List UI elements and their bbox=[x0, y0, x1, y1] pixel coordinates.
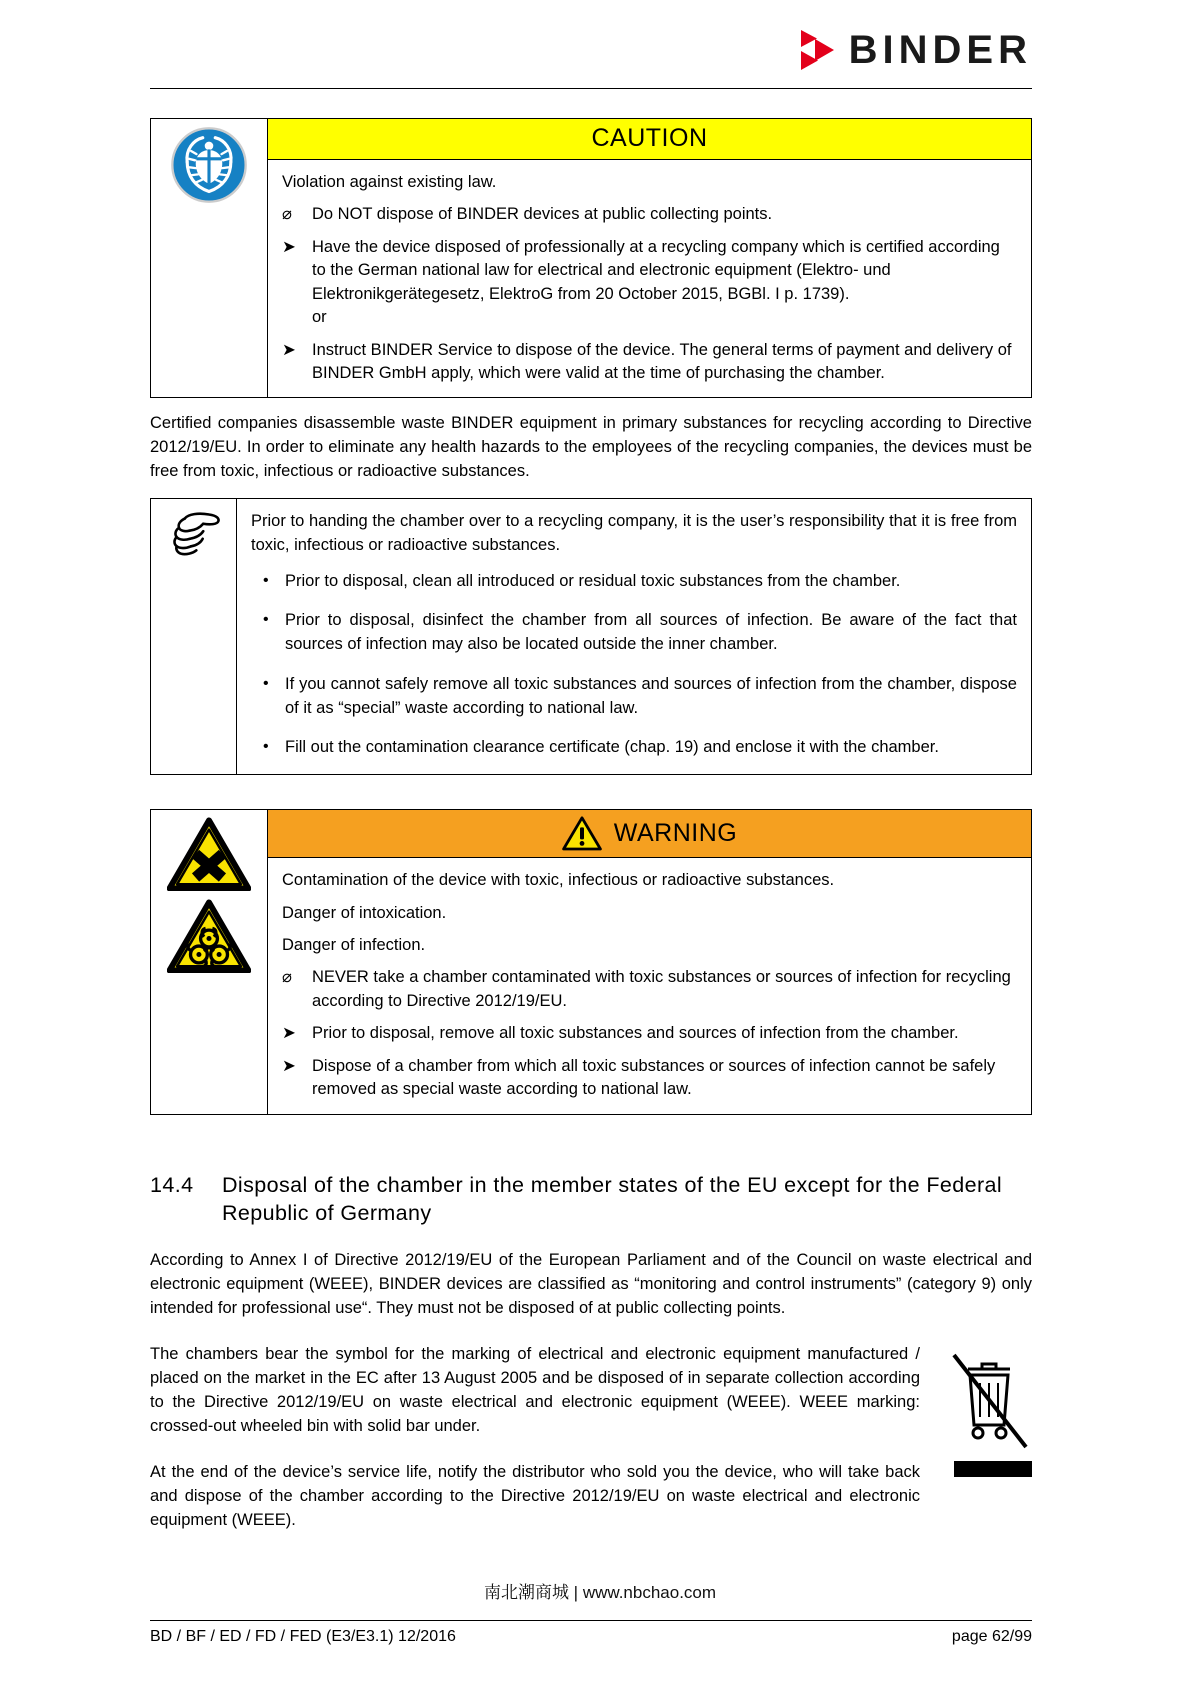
site-watermark: 南北潮商城 | www.nbchao.com bbox=[483, 1583, 717, 1602]
arrow-marker: ➤ bbox=[282, 1056, 296, 1075]
section-number: 14.4 bbox=[150, 1172, 194, 1197]
arrow-marker: ➤ bbox=[282, 237, 296, 256]
caution-icon-cell bbox=[151, 119, 268, 397]
warning-body-cell bbox=[268, 810, 1031, 1113]
caution-list-after bbox=[282, 339, 1017, 386]
prohibition-marker: ⌀ bbox=[282, 205, 292, 224]
page-header bbox=[0, 0, 1200, 92]
warning-text bbox=[268, 858, 1031, 1113]
caution-item bbox=[282, 203, 1017, 226]
page-footer bbox=[150, 1620, 1032, 1646]
certified-companies-paragraph: Certified companies disassemble waste BINDER equipment in primary substances for recycling according to Directive 2012/19/EU. In order to eliminate any health hazards to the employees of the recycling companies, the devices must be free from toxic, infectious or radioactive substances. bbox=[150, 414, 1032, 481]
warning-item bbox=[282, 1055, 1017, 1102]
page-content bbox=[150, 118, 1032, 1532]
header-divider bbox=[150, 88, 1032, 89]
caution-item-text: Instruct BINDER Service to dispose of the device. The general terms of payment and delivery of BINDER GmbH apply, which were valid at the time of purchasing the chamber. bbox=[312, 340, 1012, 382]
paragraph-service-life: At the end of the device’s service life, notify the distributor who sold you the device, who will take back and dispose of the chamber according to the Directive 2012/19/EU on waste electrical and electronic equipment (WEEE). bbox=[150, 1462, 920, 1529]
section-heading bbox=[150, 1171, 1032, 1228]
caution-banner-label: CAUTION bbox=[591, 124, 708, 152]
caution-body-cell bbox=[268, 119, 1031, 397]
caution-intro: Violation against existing law. bbox=[282, 173, 497, 191]
warning-triangle-icon bbox=[562, 815, 602, 851]
paragraph-weee-marking: The chambers bear the symbol for the marking of electrical and electronic equipment manufactured / placed on the market in the EC after 13 August 2005 and be disposed of in separate collection according to the Directive 2012/19/EU on waste electrical and electronic equipment (WEEE). WEEE marking: crossed-out wheeled bin with solid bar under. bbox=[150, 1345, 920, 1435]
environment-protection-icon bbox=[170, 126, 248, 204]
caution-item bbox=[282, 236, 1017, 306]
caution-text bbox=[268, 160, 1031, 397]
warning-item bbox=[282, 966, 1017, 1013]
warning-item-text: Dispose of a chamber from which all toxic substances or sources of infection cannot be safely removed as special waste according to national law. bbox=[312, 1056, 996, 1099]
toxic-harmful-hazard-icon bbox=[167, 817, 251, 891]
caution-list bbox=[282, 203, 1017, 306]
caution-item-text: Do NOT dispose of BINDER devices at public collecting points. bbox=[312, 205, 773, 224]
weee-solid-bar bbox=[954, 1461, 1032, 1477]
binder-wordmark: BINDER bbox=[848, 28, 1032, 72]
note-bullet: • Fill out the contamination clearance certificate (chap. 19) and enclose it with the chamber. bbox=[251, 736, 1017, 760]
arrow-marker: ➤ bbox=[282, 340, 296, 359]
caution-or-label: or bbox=[312, 308, 327, 327]
note-bullet-list bbox=[251, 570, 1017, 761]
biohazard-icon bbox=[167, 899, 251, 973]
warning-banner bbox=[268, 810, 1031, 858]
note-bullet: • If you cannot safely remove all toxic substances and sources of infection from the chamber, dispose of it as “special” waste according to national law. bbox=[251, 673, 1017, 721]
warning-item-text: Prior to disposal, remove all toxic substances and sources of infection from the chamber. bbox=[312, 1024, 959, 1043]
binder-triangles-logo-icon bbox=[801, 28, 835, 72]
caution-box bbox=[150, 118, 1032, 398]
warning-icon-cell bbox=[151, 810, 268, 1113]
note-intro: Prior to handing the chamber over to a recycling company, it is the user’s responsibility that it is free from toxic, infectious or radioactive substances. bbox=[251, 512, 1017, 554]
warning-line: Contamination of the device with toxic, infectious or radioactive substances. bbox=[282, 871, 835, 890]
warning-line: Danger of intoxication. bbox=[282, 903, 447, 922]
caution-item-text: Have the device disposed of professionally at a recycling company which is certified according to the German national law for electrical and electronic equipment (Elektro- und Elektronikgerätegesetz, ElektroG from 20 October 2015, BGBl. I p. 1739). bbox=[312, 237, 1000, 303]
warning-item-text: NEVER take a chamber contaminated with toxic substances or sources of infection for recycling according to Directive 2012/19/EU. bbox=[312, 968, 1011, 1010]
caution-item bbox=[282, 339, 1017, 386]
note-box bbox=[150, 498, 1032, 775]
note-body bbox=[237, 499, 1031, 774]
note-bullet: • Prior to disposal, clean all introduced or residual toxic substances from the chamber. bbox=[251, 570, 1017, 594]
warning-box bbox=[150, 809, 1032, 1114]
section-title: Disposal of the chamber in the member states of the EU except for the Federal Republic of Germany bbox=[222, 1172, 1003, 1225]
weee-section bbox=[150, 1343, 1032, 1532]
warning-line: Danger of infection. bbox=[282, 935, 426, 954]
note-icon-cell bbox=[151, 499, 237, 774]
footer-page-number: page 62/99 bbox=[951, 1628, 1032, 1645]
warning-list bbox=[282, 966, 1017, 1101]
binder-logo bbox=[801, 28, 1032, 72]
pointing-hand-icon bbox=[165, 507, 223, 774]
paragraph-annex-i: According to Annex I of Directive 2012/19/EU of the European Parliament and of the Council on waste electrical and electronic equipment (WEEE), BINDER devices are classified as “monitoring and control instruments” (category 9) only intended for professional use“. They must not be disposed of at public collecting points. bbox=[150, 1251, 1032, 1318]
warning-item bbox=[282, 1022, 1017, 1045]
arrow-marker: ➤ bbox=[282, 1024, 296, 1043]
footer-document-code: BD / BF / ED / FD / FED (E3/E3.1) 12/2016 bbox=[150, 1628, 456, 1645]
note-bullet: • Prior to disposal, disinfect the chamber from all sources of infection. Be aware of the fact that sources of infection may also be located outside the inner chamber. bbox=[251, 609, 1017, 657]
crossed-out-wheeled-bin-icon bbox=[946, 1349, 1032, 1453]
prohibition-marker: ⌀ bbox=[282, 968, 292, 987]
warning-banner-label: WARNING bbox=[613, 818, 738, 847]
caution-banner bbox=[268, 119, 1031, 160]
